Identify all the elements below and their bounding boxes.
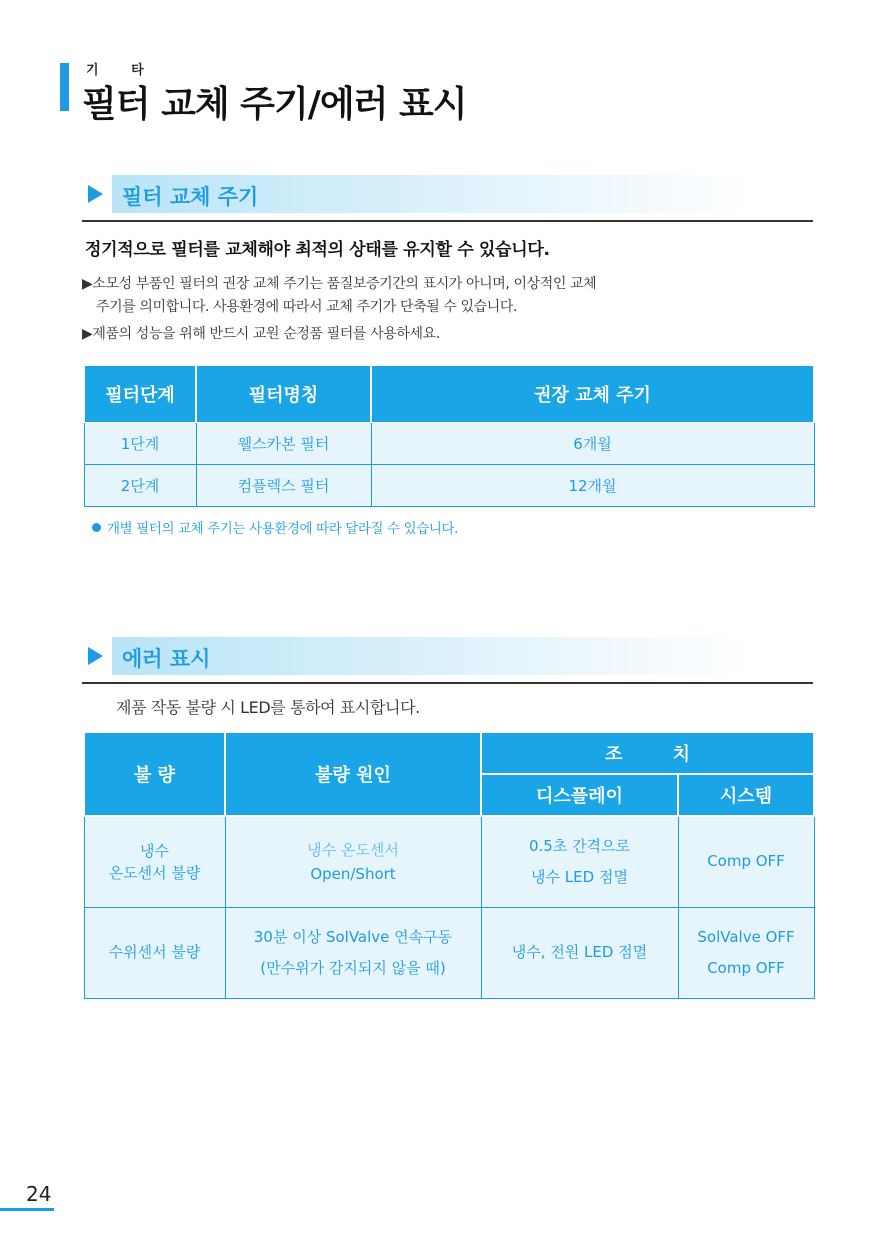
table-cell: 1단계 xyxy=(84,423,196,465)
cell-line: 냉수 온도센서 xyxy=(307,840,399,859)
table-cell-fault xyxy=(84,816,225,907)
title-accent-bar xyxy=(60,63,69,111)
filter-bullet-1-cont: 주기를 의미합니다. 사용환경에 따라서 교체 주기가 단축될 수 있습니다. xyxy=(96,299,518,315)
dot-bullet-icon xyxy=(92,523,101,532)
column-header-display: 디스플레이 xyxy=(481,774,678,816)
filter-note-text: 개별 필터의 교체 주기는 사용환경에 따라 달라질 수 있습니다. xyxy=(107,521,459,537)
column-header-fault: 불 량 xyxy=(84,732,225,816)
column-header-system: 시스템 xyxy=(678,774,814,816)
table-header-row xyxy=(84,732,814,774)
table-row xyxy=(84,465,814,507)
column-header: 필터명칭 xyxy=(196,366,371,423)
column-header: 권장 교체 주기 xyxy=(371,366,814,423)
page-number: 24 xyxy=(26,1182,52,1206)
table-cell: 2단계 xyxy=(84,465,196,507)
table-row xyxy=(84,423,814,465)
cell-line: 0.5초 간격으로 xyxy=(528,836,631,855)
column-header-action: 조 치 xyxy=(481,732,814,774)
category-label: 기 타 xyxy=(86,63,158,78)
cell-line: Open/Short xyxy=(310,864,396,883)
table-cell-cause xyxy=(225,816,481,907)
cell-line: 온도센서 불량 xyxy=(108,863,201,882)
filter-table xyxy=(83,365,815,507)
table-cell-system xyxy=(678,907,814,998)
table-header-row xyxy=(84,366,814,423)
table-cell-display xyxy=(481,907,678,998)
table-cell: 12개월 xyxy=(371,465,814,507)
table-cell: 웰스카본 필터 xyxy=(196,423,371,465)
cell-line: Comp OFF xyxy=(707,852,785,871)
table-cell-fault xyxy=(84,907,225,998)
section-divider xyxy=(82,220,813,222)
triangle-bullet-icon xyxy=(88,185,103,203)
page-title: 필터 교체 주기/에러 표시 xyxy=(82,84,467,125)
table-row xyxy=(84,816,814,907)
column-header: 필터단계 xyxy=(84,366,196,423)
cell-line: 30분 이상 SolValve 연속구동 xyxy=(253,927,453,946)
error-intro-text: 제품 작동 불량 시 LED를 통하여 표시합니다. xyxy=(116,698,420,717)
section-title-error: 에러 표시 xyxy=(122,647,211,671)
cell-line: 냉수 LED 점멸 xyxy=(531,867,628,886)
table-cell-cause xyxy=(225,907,481,998)
filter-lead-text: 정기적으로 필터를 교체해야 최적의 상태를 유지할 수 있습니다. xyxy=(85,240,550,260)
cell-line: SolValve OFF xyxy=(697,927,795,946)
table-cell-display xyxy=(481,816,678,907)
filter-note xyxy=(92,517,458,537)
error-table xyxy=(83,731,815,999)
cell-line: Comp OFF xyxy=(707,958,785,977)
cell-line: 수위센서 불량 xyxy=(108,943,201,961)
triangle-bullet-icon xyxy=(88,647,103,665)
table-row xyxy=(84,907,814,998)
filter-bullet-1: ▶소모성 부품인 필터의 권장 교체 주기는 품질보증기간의 표시가 아니며, 이상적인 교체 xyxy=(82,276,597,292)
section-title-filter: 필터 교체 주기 xyxy=(122,185,259,209)
cell-line: (만수위가 감지되지 않을 때) xyxy=(260,958,446,977)
cell-line: 냉수 xyxy=(140,841,169,860)
table-cell: 컴플렉스 필터 xyxy=(196,465,371,507)
page-number-underline xyxy=(0,1208,54,1211)
table-cell: 6개월 xyxy=(371,423,814,465)
table-cell-system xyxy=(678,816,814,907)
column-header-cause: 불량 원인 xyxy=(225,732,481,816)
filter-bullet-2: ▶제품의 성능을 위해 반드시 교원 순정품 필터를 사용하세요. xyxy=(82,326,440,342)
section-divider xyxy=(82,682,813,684)
cell-line: 냉수, 전원 LED 점멸 xyxy=(511,943,648,961)
